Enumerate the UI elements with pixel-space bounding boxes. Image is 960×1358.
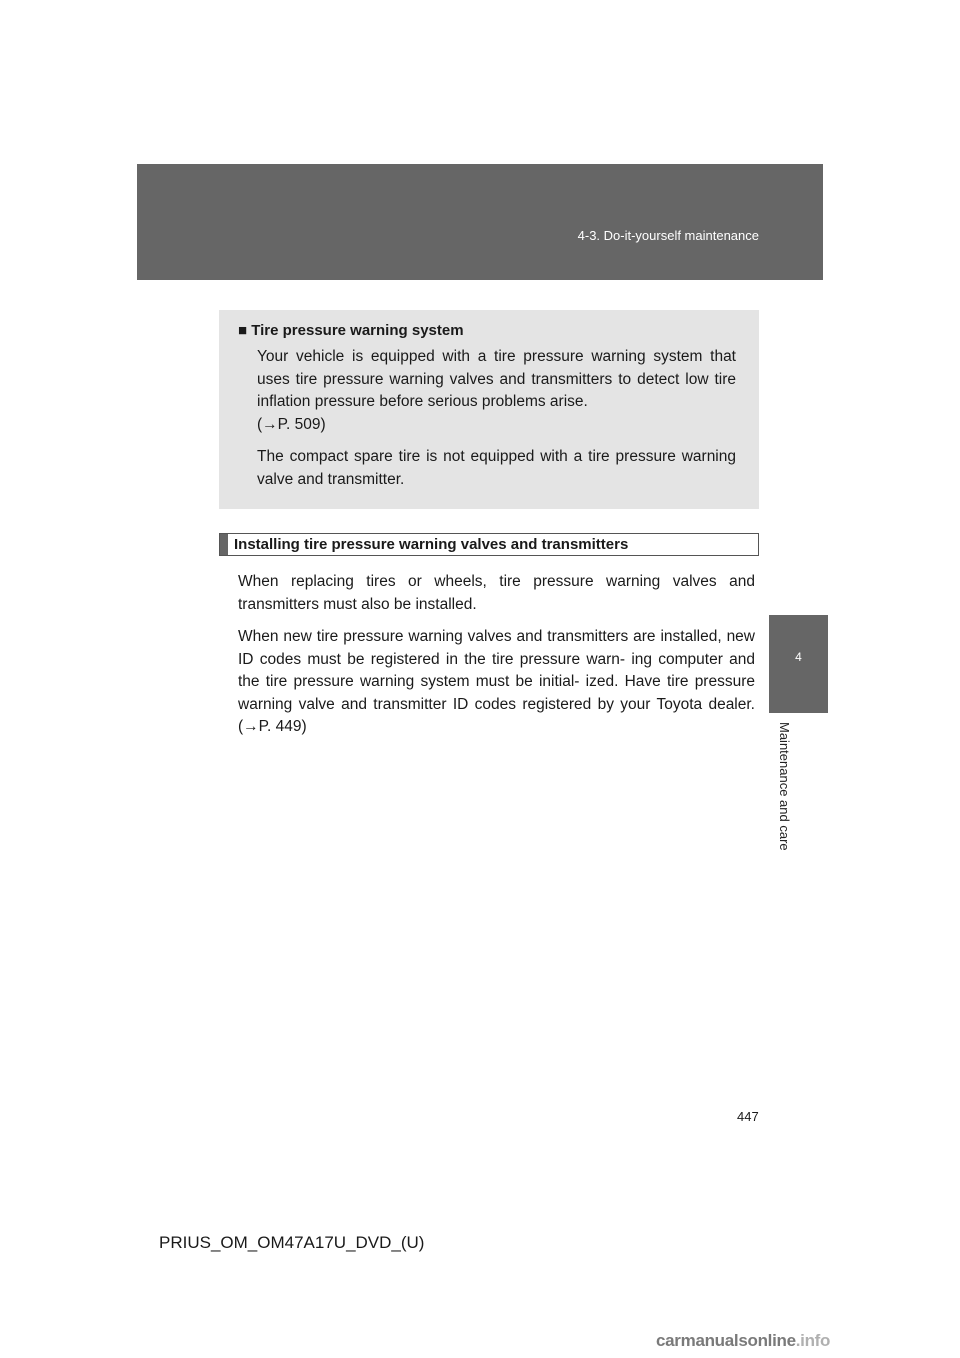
chapter-label: Maintenance and care xyxy=(777,722,792,851)
page-number: 447 xyxy=(737,1109,759,1124)
section-title: 4-3. Do-it-yourself maintenance xyxy=(577,228,759,243)
subsection-heading-bar xyxy=(219,533,759,556)
subsection-heading: Installing tire pressure warning valves and transmitters xyxy=(234,536,629,553)
watermark xyxy=(656,1331,830,1351)
body-paragraph-2: When new tire pressure warning valves and transmitters are installed, new ID codes must be registered in the tire pressure warn- ing computer and the tire pressure warning system must be initial- ized. Have tire pressure warning valve and transmitter ID codes registered by your Toyota dealer. (→P. 449) xyxy=(238,628,755,735)
document-code: PRIUS_OM_OM47A17U_DVD_(U) xyxy=(159,1233,425,1252)
info-paragraph-1-text: Your vehicle is equipped with a tire pressure warning system that uses tire pressure warning valves and transmitters to detect low tire inflation pressure before serious problems arise. xyxy=(257,348,736,410)
info-heading-text: Tire pressure warning system xyxy=(251,322,464,339)
header-band xyxy=(137,164,823,280)
info-heading xyxy=(238,322,464,339)
chapter-tab xyxy=(769,615,828,713)
body-paragraph-1: When replacing tires or wheels, tire pressure warning valves and transmitters must also be installed. xyxy=(238,573,755,613)
bullet-square-icon: ■ xyxy=(238,322,248,339)
heading-marker xyxy=(220,534,228,555)
info-paragraph-2: The compact spare tire is not equipped with a tire pressure warning valve and transmitter. xyxy=(257,448,736,488)
chapter-number: 4 xyxy=(795,650,802,664)
watermark-main: carmanualsonline xyxy=(656,1331,796,1350)
page-reference: (→P. 509) xyxy=(257,415,326,433)
info-paragraph-1 xyxy=(257,346,736,436)
watermark-tld: .info xyxy=(795,1331,831,1350)
info-box xyxy=(219,310,759,509)
